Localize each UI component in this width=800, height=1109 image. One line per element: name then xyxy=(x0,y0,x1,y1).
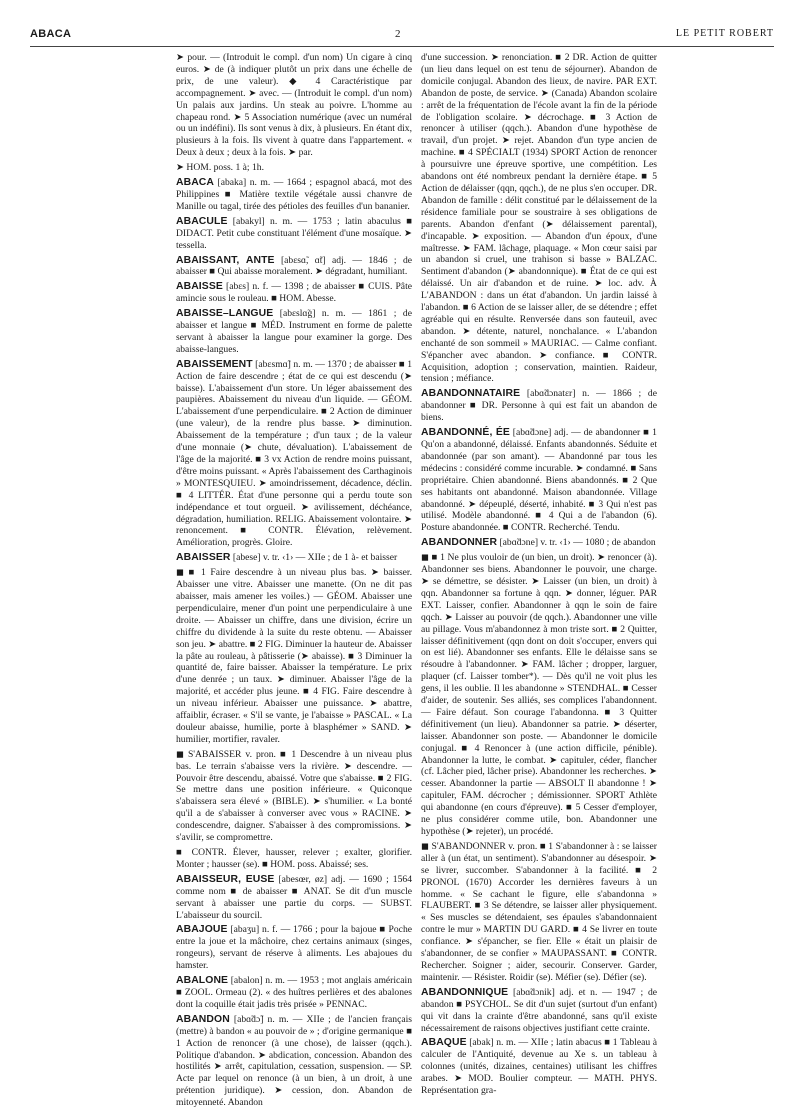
headword: ABANDONNÉ, ÉE xyxy=(421,427,510,439)
entry-abaisseur: ABAISSEUR, EUSE [abesœr, øz] adj. — 1690 ; 1564 comme nom ■ de abaisser ■ ANAT. Se dit d'un muscle servant à abaisser une partie du corps. — SUBST. L'abaisseur du sourcil. xyxy=(176,873,412,921)
entry-abandon: ABANDON [abɑ̃dɔ̃] n. m. — XIIe ; de l'ancien français (mettre) à bandon « au pouvoir de » ; d'origine germanique ■ 1 Action de renoncer (à une chose), de laisser (qqch.). Politique d'abandon. ➤ abdication, concession. Abandon des hostilités ➤ arrêt, capitulation, cessation, suspension. — SP. Acte par lequel on renonce (à un bien, à un droit, à une prétention juridique). ➤ cession, don. Abandon de mitoyenneté. Abandon xyxy=(176,1013,412,1109)
entry-abaissement: ABAISSEMENT [abɛsmɑ̃] n. m. — 1370 ; de abaisser ■ 1 Action de faire descendre ; état de ce qui est descendu (➤ baisse). L'abaissement d'un store. Un léger abaissement des paupières. Abaissement du niveau d'un liquide. — GÉOM. L'abaissement d'une perpendiculaire. ■ 2 Action de diminuer (une valeur), de la rendre plus basse. ➤ diminution. Abaissement de la température ; d'un taux ; de la valeur d'une monnaie (➤ chute, dévaluation). L'abaissement de l'âge de la majorité. ■ 3 vx Action de rendre moins puissant, d'être moins puissant. « Après l'abaissement des Carthaginois » MONTESQUIEU. ➤ amoindrissement, décadence, déclin. ■ 4 LITTÉR. État d'une personne qui a perdu toute son indépendance et tout orgueil. ➤ avilissement, déchéance, dégradation, humiliation. RELIG. Abaissement volontaire. ➤ renoncement. ■ CONTR. Élévation, relèvement. Amélioration, progrès. Gloire. xyxy=(176,358,412,549)
entry-abandonnique: ABANDONNIQUE [abɑ̃dɔnik] adj. et n. — 1947 ; de abandon ■ PSYCHOL. Se dit d'un sujet (surtout d'un enfant) qui vit dans la crainte d'être abandonné, sans qu'il existe nécessairement de raisons objectives justifiant cette crainte. xyxy=(421,986,657,1034)
page-header xyxy=(30,28,774,47)
entry-abandonne: ABANDONNÉ, ÉE [abɑ̃dɔne] adj. — de abandonner ■ 1 Qu'on a abandonné, délaissé. Enfants abandonnés. Séduite et abandonnée (par son amant). — Abandonné par tous les médecins : considéré comme incurable. ➤ condamné. ■ Sans propriétaire. Chien abandonné. Biens abandonnés. ■ 2 Que ses habitants ont abandonné. Maison abandonnée. Village abandonné. ➤ dépeuplé, déserté, inhabité. ■ 3 Qui n'est pas utilisé. Modèle abandonné. ■ 4 Qui a de l'abandon (6). Posture abandonnée. ■ CONTR. Recherché. Tendu. xyxy=(421,427,657,534)
entry-abaisser-sense-2: ◼ S'ABAISSER v. pron. ■ 1 Descendre à un niveau plus bas. Le terrain s'abaisse vers la rivière. ➤ descendre. — Pouvoir être descendu, abaissé. Votre que s'abaisse. ■ 2 FIG. Se mettre dans une position inférieure. « Quiconque s'abaissera sera élevé » (BIBLE). ➤ s'humilier. « La bonté qu'il a de s'abaisser à converser avec vous » RACINE. ➤ condescendre, daigner. S'abaisser à des compromissions. ➤ s'avilir, se compromettre. xyxy=(176,748,412,844)
headword: ABAISSEMENT xyxy=(176,358,253,370)
entry-abandonner-sense-2: ◼ S'ABANDONNER v. pron. ■ 1 S'abandonner à : se laisser aller à (un état, un sentiment). S'abandonner au désespoir. ➤ se livrer, succomber. S'abandonner à la facilité. ■ 2 PRONOL (1670) Accorder les dernières faveurs à un homme. « Se cachant le figure, elle s'abandonna » FLAUBERT. ■ 3 Se détendre, se laisser aller physiquement. « Ses muscles se détendaient, ses épaules s'abandonnaient contre le mur » MARTIN DU GARD. ■ 4 Se livrer en toute confiance. ➤ s'épancher, se fier. Elle « était un plaisir de s'abandonner, de se confier » MAUPASSANT. ■ CONTR. Rechercher. Soigner ; aider, secourir. Conserver. Garder, maintenir. — Résister. Roidir (se). Méfier (se). Défier (se). xyxy=(421,840,657,983)
headword: ABANDONNER xyxy=(421,537,498,549)
entry-abaissant: ABAISSANT, ANTE [abɛsɑ̃, ɑ̃t] adj. — 1846 ; de abaisser ■ Qui abaisse moralement. ➤ dégradant, humiliant. xyxy=(176,254,412,278)
headword: ABAISSE xyxy=(176,281,223,293)
headword: ABALONE xyxy=(176,975,229,987)
entry-block: ➤ HOM. poss. 1 à; 1h. xyxy=(176,162,264,174)
entry-abandon-cont: d'une succession. ➤ renonciation. ■ 2 DR. Action de quitter (un lieu dans lequel on est tenu de séjourner). Abandon de domicile conjugal. Abandon des lieux, de navire. PAR EXT. Abandon de poste, de service. ➤ (Canada) Abandon scolaire : arrêt de la fréquentation de l'école avant la fin de la période de l'obligation scolaire. ➤ décrochage. ■ 3 Action de renoncer à utiliser (qqch.). Abandon d'une hypothèse de travail, d'un projet. ➤ rejet. Abandon d'un type ancien de machine. ■ 4 SPÉCIALT (1934) SPORT Action de renoncer à poursuivre une épreuve sportive, une compétition. Les abandons ont été nombreux pendant la dernière étape. ■ 5 Action de délaisser (qqn, qqch.), de ne plus s'en occuper. DR. Abandon de famille : délit constitué par le délaissement de la résidence familiale pour se soustraire à ses obligations de parents. Abandon d'enfant (➤ délaissement parental), d'incapable. ➤ exposition. — Abandon d'un époux, d'une maîtresse. ➤ FAM. lâchage, plaquage. « Mon cœur saisi par un abandon si cruel, une trahison si basse » BALZAC. Sentiment d'abandon (➤ abandonnique). ■ État de ce qui est délaissé. Un air d'abandon et de ruine. ➤ loc. adv. À L'ABANDON : dans un état d'abandon. Un jardin laissé à l'abandon. ■ 6 Action de se laisser aller, de se détendre ; effet agréable qui en résulte. Renversée dans son fauteuil, avec abandon. ➤ détente, naturel, nonchalance. « L'abandon enchanté de son sommeil » MAURIAC. — Calme confiant. S'épancher avec abandon. ➤ confiance. ■ CONTR. Acquisition, adoption ; conservation, maintien. Raideur, tension ; méfiance. xyxy=(421,52,657,385)
entry-block: ➤ pour. — (Introduit le compl. d'un nom) Un cigare à cinq euros. ➤ de (à indiquer plutôt un prix dans une échelle de prix, de une valeur). ◆ 4 Caractéristique par accompagnement. ➤ avec. — (Introduit le compl. d'un nom) Un palais aux jardins. Un steak au poivre. L'homme au chapeau rond. ➤ 5 Association numérique (avec un numéral ou un indéfini). Ils sont venus à dix, à plusieurs. En étant dix, plusieurs à la fois. Ils vivent à quatre dans l'appartement. « Deux à deux ; deux à la fois. ➤ par. xyxy=(176,52,412,159)
headword: ABAISSER xyxy=(176,552,231,564)
entry-abajoue: ABAJOUE [abaʒu] n. f. — 1766 ; pour la bajoue ■ Poche entre la joue et la mâchoire, chez certains animaux (singes, rongeurs), servant de réserve à aliments. Les abajoues du hamster. xyxy=(176,924,412,972)
entry-abaisse-langue: ABAISSE–LANGUE [abɛslɑ̃g] n. m. — 1861 ; de abaisser et langue ■ MÉD. Instrument en forme de palette servant à abaisser la langue pour examiner la gorge. Des abaisse-langues. xyxy=(176,308,412,355)
entry-abaisse: ABAISSE [abɛs] n. f. — 1398 ; de abaisser ■ CUIS. Pâte amincie sous le rouleau. ■ HOM. Abesse. xyxy=(176,281,412,305)
entry-abaisser-contr: ■ CONTR. Élever, hausser, relever ; exalter, glorifier. Monter ; hausser (se). ■ HOM. poss. Abaissé; ses. xyxy=(176,847,412,870)
entry-abandonner-sense-1: ◼ ■ 1 Ne plus vouloir de (un bien, un droit). ➤ renoncer (à). Abandonner ses biens. Abandonner le pouvoir, une charge. ➤ se démettre, se désister. ➤ Laisser (un bien, un droit) à qqn. Abandonner sa fortune à qqn. ➤ donner, léguer. PAR EXT. Laisser, confier. Abandonner à qqn le soin de faire qqch. ➤ Laisser au pouvoir (de qqch.). Abandonner une ville au pillage. Vous m'abandonnez à mon triste sort. ■ 2 Quitter, laisser définitivement (qqn dont on doit s'occuper, envers qui on est lié). Abandonner ses enfants. Elle le délaisse sans se résoudre à l'abandonner. ➤ FAM. lâcher ; dropper, larguer, plaquer (cf. Laisser tomber*). — Dès qu'il ne voit plus les gens, il les oublie. Il les abandonne » STENDHAL. ■ Cesser d'aider, de soutenir. Ses alliés, ses complices l'abandonnent. — Faire défaut. Son courage l'abandonna. ■ 3 Quitter définitivement (un lieu). Abandonner sa patrie. ➤ déserter, laisser. Abandonner son poste. — Abandonner le domicile conjugal. ■ 4 Renoncer à (une action difficile, pénible). Abandonner la lutte, le combat. ➤ capituler, céder, flancher (cf. Lâcher pied, lâcher prise). Abandonner les recherches. ➤ cesser. Abandonner la partie — ABSOLT Il abandonne ! ➤ capituler, FAM. décrocher ; démissionner. SPORT Athlète qui abandonne (en cours d'épreuve). ■ 5 Cesser d'employer, ne plus considérer comme utile, bon. Abandonner une hypothèse (➤ rejeter), un procédé. xyxy=(421,552,657,837)
headword: ABAISSANT, ANTE xyxy=(176,254,275,266)
entry-abaque: ABAQUE [abak] n. m. — XIIe ; latin abacus ■ 1 Tableau à calculer de l'Antiquité, devenue au Xe s. un tableau à colonnes (unités, dizaines, centaines) utilisant les chiffres arabes. ➤ MOD. Boulier compteur. — MATH. PHYS. Représentation gra- xyxy=(421,1037,657,1097)
headword: ABAISSEUR, EUSE xyxy=(176,873,275,885)
dictionary-title: LE PETIT ROBERT xyxy=(675,28,774,39)
entry-abacule: ABACULE [abakyl] n. m. — 1753 ; latin abaculus ■ DIDACT. Petit cube constituant l'élément d'une mosaïque. ➤ tessella. xyxy=(176,215,412,251)
headword: ABANDONNIQUE xyxy=(421,986,509,998)
headword: ABAISSE–LANGUE xyxy=(176,308,274,320)
entry-abaisser-sense-1: ◼ ■ 1 Faire descendre à un niveau plus bas. ➤ baisser. Abaisser une vitre. Abaisser une manette. (On ne dit pas abaisser, mais amener les voiles.) — GÉOM. Abaisser une perpendiculaire, mener d'un point une perpendiculaire à une droite. — Abaisser un chiffre, dans une division, écrire un chiffre du dividende à la suite du reste obtenu. — Abaisser son jeu. ➤ abattre. ■ 2 FIG. Diminuer la hauteur de. Abaisser la pâte au rouleau, à pâtisserie (➤ abaisse). ■ 3 Diminuer la quantité de, faire baisser. Abaisser la température. Le prix d'une denrée ; un taux. ➤ diminuer. Abaisser l'âge de la majorité, et accéder plus jeune. ■ 4 FIG. Faire descendre à un niveau inférieur. Abaisser une puissance. ➤ abattre, affaiblir, écraser. « S'il se vante, je l'abaisse » PASCAL. « La douleur abaisse, humilie, porte à blasphémer » SAND. ➤ humilier, mortifier, ravaler. xyxy=(176,567,412,745)
entry-abaisser: ABAISSER [abese] v. tr. ‹1› — XIIe ; de 1 à- et baisser xyxy=(176,552,398,564)
headword: ABANDONNATAIRE xyxy=(421,388,521,400)
headword: ABACULE xyxy=(176,215,228,227)
header-guide-word: ABACA xyxy=(30,28,72,40)
left-column xyxy=(176,52,412,1109)
page-number: 2 xyxy=(395,28,401,40)
headword: ABAQUE xyxy=(421,1037,467,1049)
headword: ABACA xyxy=(176,177,215,189)
headword: ABANDON xyxy=(176,1013,230,1025)
entry-abandonner: ABANDONNER [abɑ̃dɔne] v. tr. ‹1› — 1080 ; de abandon xyxy=(421,537,656,549)
headword: ABAJOUE xyxy=(176,924,228,936)
entry-abandonnataire: ABANDONNATAIRE [abɑ̃dɔnatɛr] n. — 1866 ; de abandonner ■ DR. Personne à qui est fait un abandon de biens. xyxy=(421,388,657,424)
entry-abalone: ABALONE [abalon] n. m. — 1953 ; mot anglais américain ■ ZOOL. Ormeau (2). « des huîtres perlières et des abalones dont la coquille était jadis très prisée » PENNAC. xyxy=(176,975,412,1010)
entry-abaca: ABACA [abaka] n. m. — 1664 ; espagnol abacá, mot des Philippines ■ Matière textile végétale aussi chanvre de Manille ou tagal, tirée des pétioles des feuilles d'un bananier. xyxy=(176,177,412,212)
right-column xyxy=(421,52,657,1097)
